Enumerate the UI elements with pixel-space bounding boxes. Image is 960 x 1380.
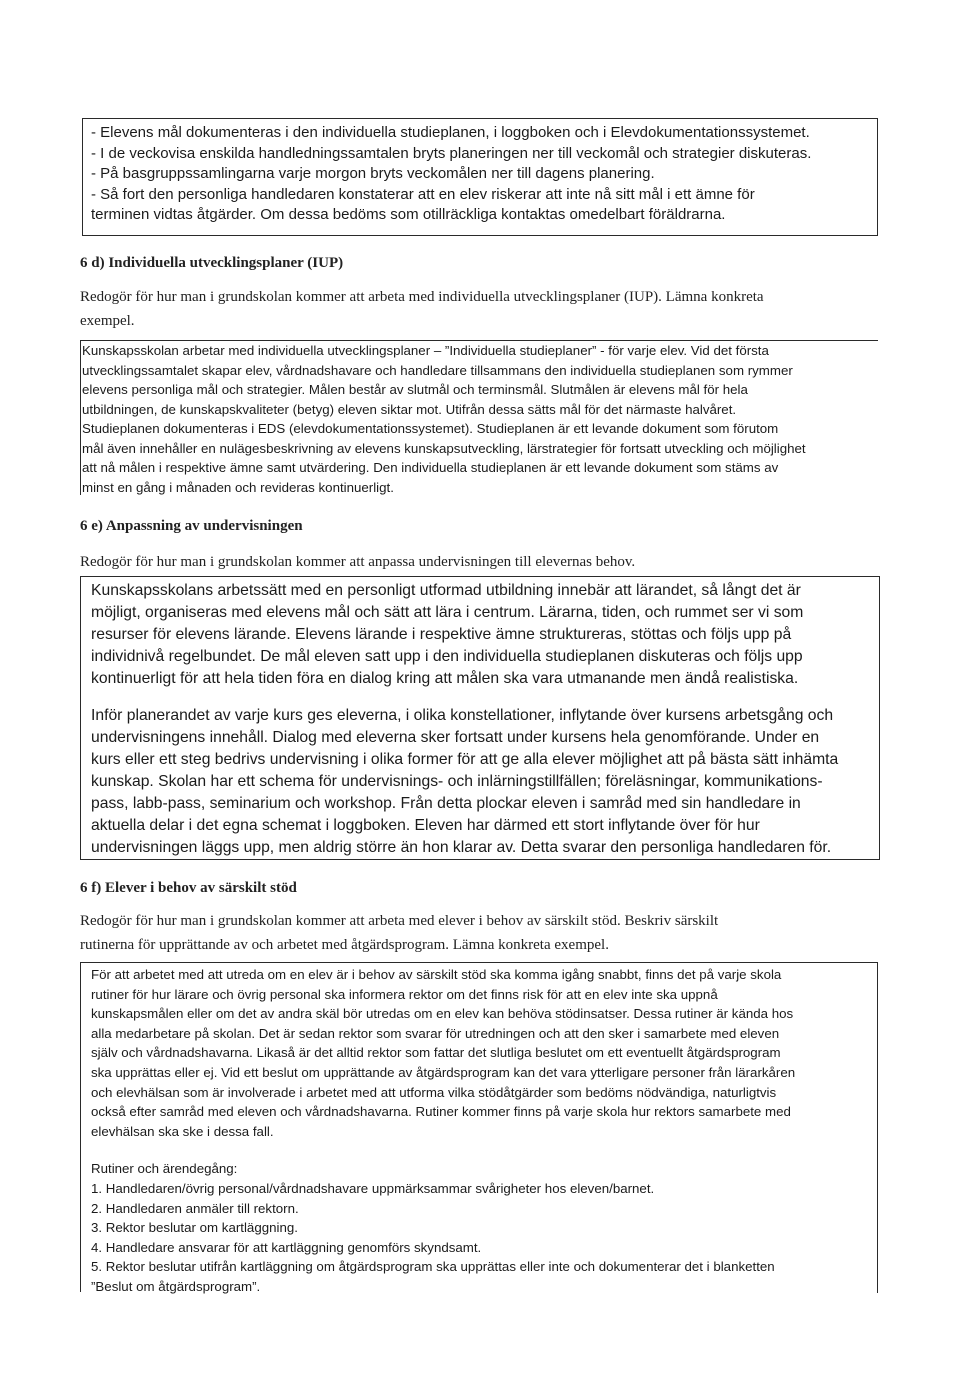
text-line: möjligt, organiseras med elevens mål och sätt att lära i centrum. Lärarna, tiden, och rummet ser vi som [91, 604, 804, 621]
text-line: kunskap. Skolan har ett schema för undervisnings- och inlärningstillfällen; föreläsningar, kommunikations- [91, 773, 823, 790]
answer-box-special-support [80, 962, 878, 1292]
text-line: Kunskapsskolan arbetar med individuella utvecklingsplaner – ”Individuella studieplaner” - för varje elev. Vid det första [82, 343, 769, 358]
text-line: Inför planerandet av varje kurs ges eleverna, i olika konstellationer, inflytande över kursens arbetsgång och [91, 707, 834, 724]
box-border-right [877, 963, 878, 1293]
text-line: elevhälsan ska ske i dessa fall. [91, 1123, 274, 1139]
answer-box-goals [82, 118, 878, 236]
text-line: resurser för elevens lärande. Elevens lärande i respektive ämne struktureras, stöttas och följs upp på [91, 626, 792, 643]
text-line: aktuella delar i det egna schemat i loggboken. Eleven har därmed ett stort inflytande över för hur [91, 817, 760, 834]
text-line: - Så fort den personliga handledaren konstaterar att en elev riskerar att inte nå sitt mål i ett ämne för [91, 185, 755, 203]
text-line: att nå målen i respektive ämne samt utvärdering. Den individuella studieplanen är ett levande dokument som stäms av [82, 460, 779, 475]
answer-box-adaptation [80, 576, 880, 860]
answer-box-iup [80, 340, 878, 495]
text-line: För att arbetet med att utreda om en elev är i behov av särskilt stöd ska komma igång snabbt, finns det på varje skola [91, 967, 782, 982]
text-line: Kunskapsskolans arbetssätt med en personligt utformad utbildning innebär att lärandet, så långt det är [91, 582, 801, 599]
heading-6e: 6 e) Anpassning av undervisningen [80, 518, 303, 534]
prompt-6f [80, 909, 718, 957]
heading-6f: 6 f) Elever i behov av särskilt stöd [80, 880, 297, 896]
routine-item: ”Beslut om åtgärdsprogram”. [91, 1278, 261, 1294]
prompt-line: exempel. [80, 313, 135, 329]
text-line: kontinuerligt för att hela tiden föra en dialog kring att målen ska vara utmanande men ändå realistiska. [91, 670, 799, 687]
text-line: utvecklingssamtalet skapar elev, vårdnadshavare och handledare tillsammans den individuella studieplanen som rymmer [82, 362, 793, 378]
text-line: undervisningen läggs upp, men aldrig större än hon klarar av. Detta svarar den personliga handledaren för. [91, 839, 832, 856]
text-line: Studieplanen dokumenteras i EDS (elevdokumentationssystemet). Studieplanen är ett levande dokument som förutom [82, 421, 779, 436]
prompt-line: rutinerna för upprättande av och arbetet med åtgärdsprogram. Lämna konkreta exempel. [80, 937, 609, 953]
text-line: också efter samråd med eleven och vårdnadshavarna. Rutiner kommer finns på varje skola hur rektors samarbete med [91, 1104, 791, 1120]
text-line: själv och vårdnadshavarna. Likaså är det alltid rektor som fattar det slutliga beslutet om ett eventuellt åtgärdsprogram [91, 1045, 781, 1061]
text-line: och elevhälsan som är involverade i arbetet med att utforma vilka stödåtgärder som bedöms nödvändiga, naturligtvis [91, 1084, 777, 1100]
heading-6d: 6 d) Individuella utvecklingsplaner (IUP) [80, 255, 344, 271]
text-line: elevens personliga mål och strategier. Målen består av slutmål och terminsmål. Slutmålen är elevens mål för hela [82, 382, 748, 397]
text-line: undervisningens innehåll. Dialog med eleverna sker fortsatt under kursens hela genomförande. Under en [91, 729, 820, 746]
text-line: - Elevens mål dokumenteras i den individuella studieplanen, i loggboken och i Elevdokumentationssystemet. [91, 124, 810, 141]
prompt-line: Redogör för hur man i grundskolan kommer att arbeta med elever i behov av särskilt stöd. Beskriv särskilt [80, 913, 719, 929]
routine-item: 4. Handledare ansvarar för att kartläggning genomförs skyndsamt. [91, 1239, 482, 1255]
routine-item: 1. Handledaren/övrig personal/vårdnadshavare uppmärksammar svårigheter hos eleven/barnet. [91, 1180, 655, 1196]
text-line: minst en gång i månaden och revideras kontinuerligt. [82, 479, 394, 495]
prompt-6d [80, 285, 764, 333]
text-line: ska upprättas eller ej. Vid ett beslut om upprättande av åtgärdsprogram kan det vara ytterligare personer från lärarkåren [91, 1064, 796, 1080]
text-line: kurs eller ett steg bedrivs undervisning i olika former för att ge alla elever möjlighet att på bästa sätt inhämta [91, 751, 839, 768]
routine-item: 2. Handledaren anmäler till rektorn. [91, 1200, 299, 1216]
prompt-line: Redogör för hur man i grundskolan kommer att arbeta med individuella utvecklingsplaner (IUP). Lämna konkreta [80, 289, 764, 305]
text-line: kunskapsmålen eller om det av andra skäl bör utredas om en elev kan behöva stödinsatser. Dessa rutiner är kända hos [91, 1006, 794, 1022]
prompt-6e: Redogör för hur man i grundskolan kommer att anpassa undervisningen till elevernas behov. [80, 554, 636, 570]
text-line: mål även innehåller en nulägesbeskrivning av elevens kunskapsutveckling, lärstrategier för fortsatt utveckling och möjlighet [82, 440, 806, 456]
text-line: pass, labb-pass, seminarium och workshop. Från detta plockar eleven i samråd med sin handledare in [91, 795, 801, 812]
text-line: terminen vidtas åtgärder. Om dessa bedöms som otillräckliga kontaktas omedelbart föräldrarna. [91, 206, 726, 223]
text-line: rutiner för hur lärare och övrig personal ska informera rektor om det finns risk för att en elev inte ska uppnå [91, 986, 718, 1002]
routine-item: 3. Rektor beslutar om kartläggning. [91, 1220, 298, 1236]
routines-title: Rutiner och ärendegång: [91, 1161, 238, 1177]
routine-item: 5. Rektor beslutar utifrån kartläggning om åtgärdsprogram ska upprättas eller inte och dokumenterar det i blanketten [91, 1259, 775, 1275]
text-line: individnivå regelbundet. De mål eleven satt upp i den individuella studieplanen diskuteras och följs upp [91, 648, 803, 665]
text-line: alla medarbetare på skolan. Det är sedan rektor som svarar för utredningen och att den sker i samarbete med eleven [91, 1025, 780, 1041]
text-line: utbildningen, de kunskapskvaliteter (betyg) eleven siktar mot. Utifrån dessa sätts mål för det närmaste halvåret. [82, 401, 737, 417]
text-line: - I de veckovisa enskilda handledningssamtalen bryts planeringen ner till veckomål och strategier diskuteras. [91, 144, 812, 162]
text-line: - På basgruppssamlingarna varje morgon bryts veckomålen ner till dagens planering. [91, 165, 655, 182]
